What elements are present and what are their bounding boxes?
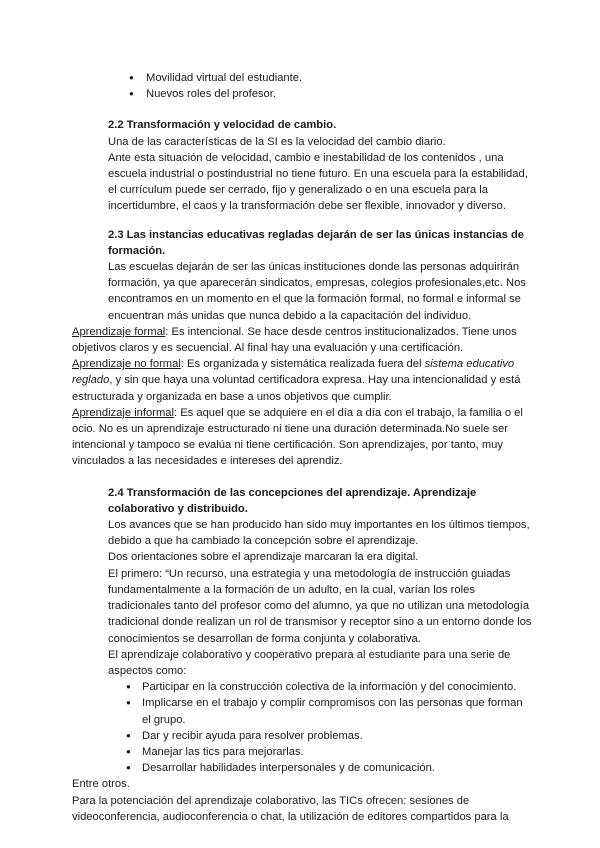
paragraph: El primero: “Un recurso, una estrategia y una metodología de instrucción guiadas fundamentalmente a la formación de un adulto, en la cual, varían los roles tradicionales tanto del profesor como del alumno, ya que no utilizan una metodología tradicional donde realizan un rol de transmisor y receptor sino a un entorno donde los conocimientos se desarrollan de forma conjunta y colaborativa. [108,567,532,645]
section-2-3 [72,227,532,470]
list-item: ● Implicarse en el trabajo y complir compromisos con las personas que forman el grupo. [72,695,532,727]
term-text: , y sin que haya una voluntad certificadora expresa. Hay una intencionalidad y está estructurada y organizada en base a unos objetivos que cumplir. [72,374,521,403]
paragraph: Ante esta situación de velocidad, cambio e inestabilidad de los contenidos , una escuela industrial o postindustrial no tiene futuro. En una escuela para la estabilidad, el currículum puede ser cerrado, fijo y generalizado o en una escuela para la incertidumbre, el caos y la transformación debe ser flexible, innovador y diverso. [108,151,528,213]
section-heading: 2.2 Transformación y velocidad de cambio. [108,119,337,132]
paragraph: Las escuelas dejarán de ser las únicas instituciones donde las personas adquirirán formación, ya que aparecerán sindicatos, empresas, colegios profesionales,etc. Nos encontramos en un momento en el que la formación formal, no formal e informal se encuentran más unidas que nunca debido a la capacitación del individuo. [108,261,526,322]
term-text: : Es aquel que se adquiere en el día a día con el trabajo, la familia o el ocio. No es un aprendizaje estructurado ni tiene una duración determinada.No suele ser intencional y tampoco se evalúa ni tiene certificación. Son aprendizajes, por tanto, muy vinculados a las necesidades e intereses del aprendiz. [72,406,523,468]
term-text: : Es intencional. Se hace desde centros institucionalizados. Tiene unos objetivos claros y es secuencial. Al final hay una evaluación y una certificación. [72,325,517,355]
term-emphasis: sistema educativo reglado [72,358,515,387]
section-heading: 2.4 Transformación de las concepciones del aprendizaje. Aprendizaje colaborativo y distribuido. [108,486,477,515]
document-page [72,70,532,825]
term-label: Aprendizaje informal [72,406,174,419]
definition-no-formal [72,356,532,405]
paragraph: Una de las características de la SI es la velocidad del cambio diario. [108,135,446,148]
list-item: ● Participar en la construcción colectiva de la información y del conocimiento. [72,679,532,695]
aspects-bullet-list [72,679,532,776]
definition-formal [72,324,532,356]
term-label: Aprendizaje no formal [72,358,181,371]
paragraph: Para la potenciación del aprendizaje colaborativo, las TICs ofrecen: sesiones de videoconferencia, audioconferencia o chat, la utilización de editores compartidos para la [72,794,509,823]
list-item: ● Desarrollar habilidades interpersonales y de comunicación. [72,760,532,776]
term-label: Aprendizaje formal [72,325,166,338]
list-item: ● Movilidad virtual del estudiante. [72,70,532,86]
paragraph: Los avances que se han producido han sido muy importantes en los últimos tiempos, debido a que ha cambiado la concepción sobre el aprendizaje. [108,519,530,548]
definition-informal [72,405,532,470]
paragraph: Entre otros. [72,778,130,791]
section-2-2 [72,117,532,214]
top-bullet-list [72,70,532,102]
term-text: : Es organizada y sistemática realizada fuera del [180,358,425,371]
paragraph: Dos orientaciones sobre el aprendizaje marcaran la era digital. [108,551,419,564]
section-heading: 2.3 Las instancias educativas regladas dejarán de ser las únicas instancias de formación. [108,228,525,257]
section-2-4 [72,485,532,825]
list-item: ● Nuevos roles del profesor. [72,86,532,102]
paragraph: El aprendizaje colaborativo y cooperativo prepara al estudiante para una serie de aspectos como: [108,648,511,677]
list-item: ● Dar y recibir ayuda para resolver problemas. [72,728,532,744]
list-item: ● Manejar las tics para mejorarlas. [72,744,532,760]
